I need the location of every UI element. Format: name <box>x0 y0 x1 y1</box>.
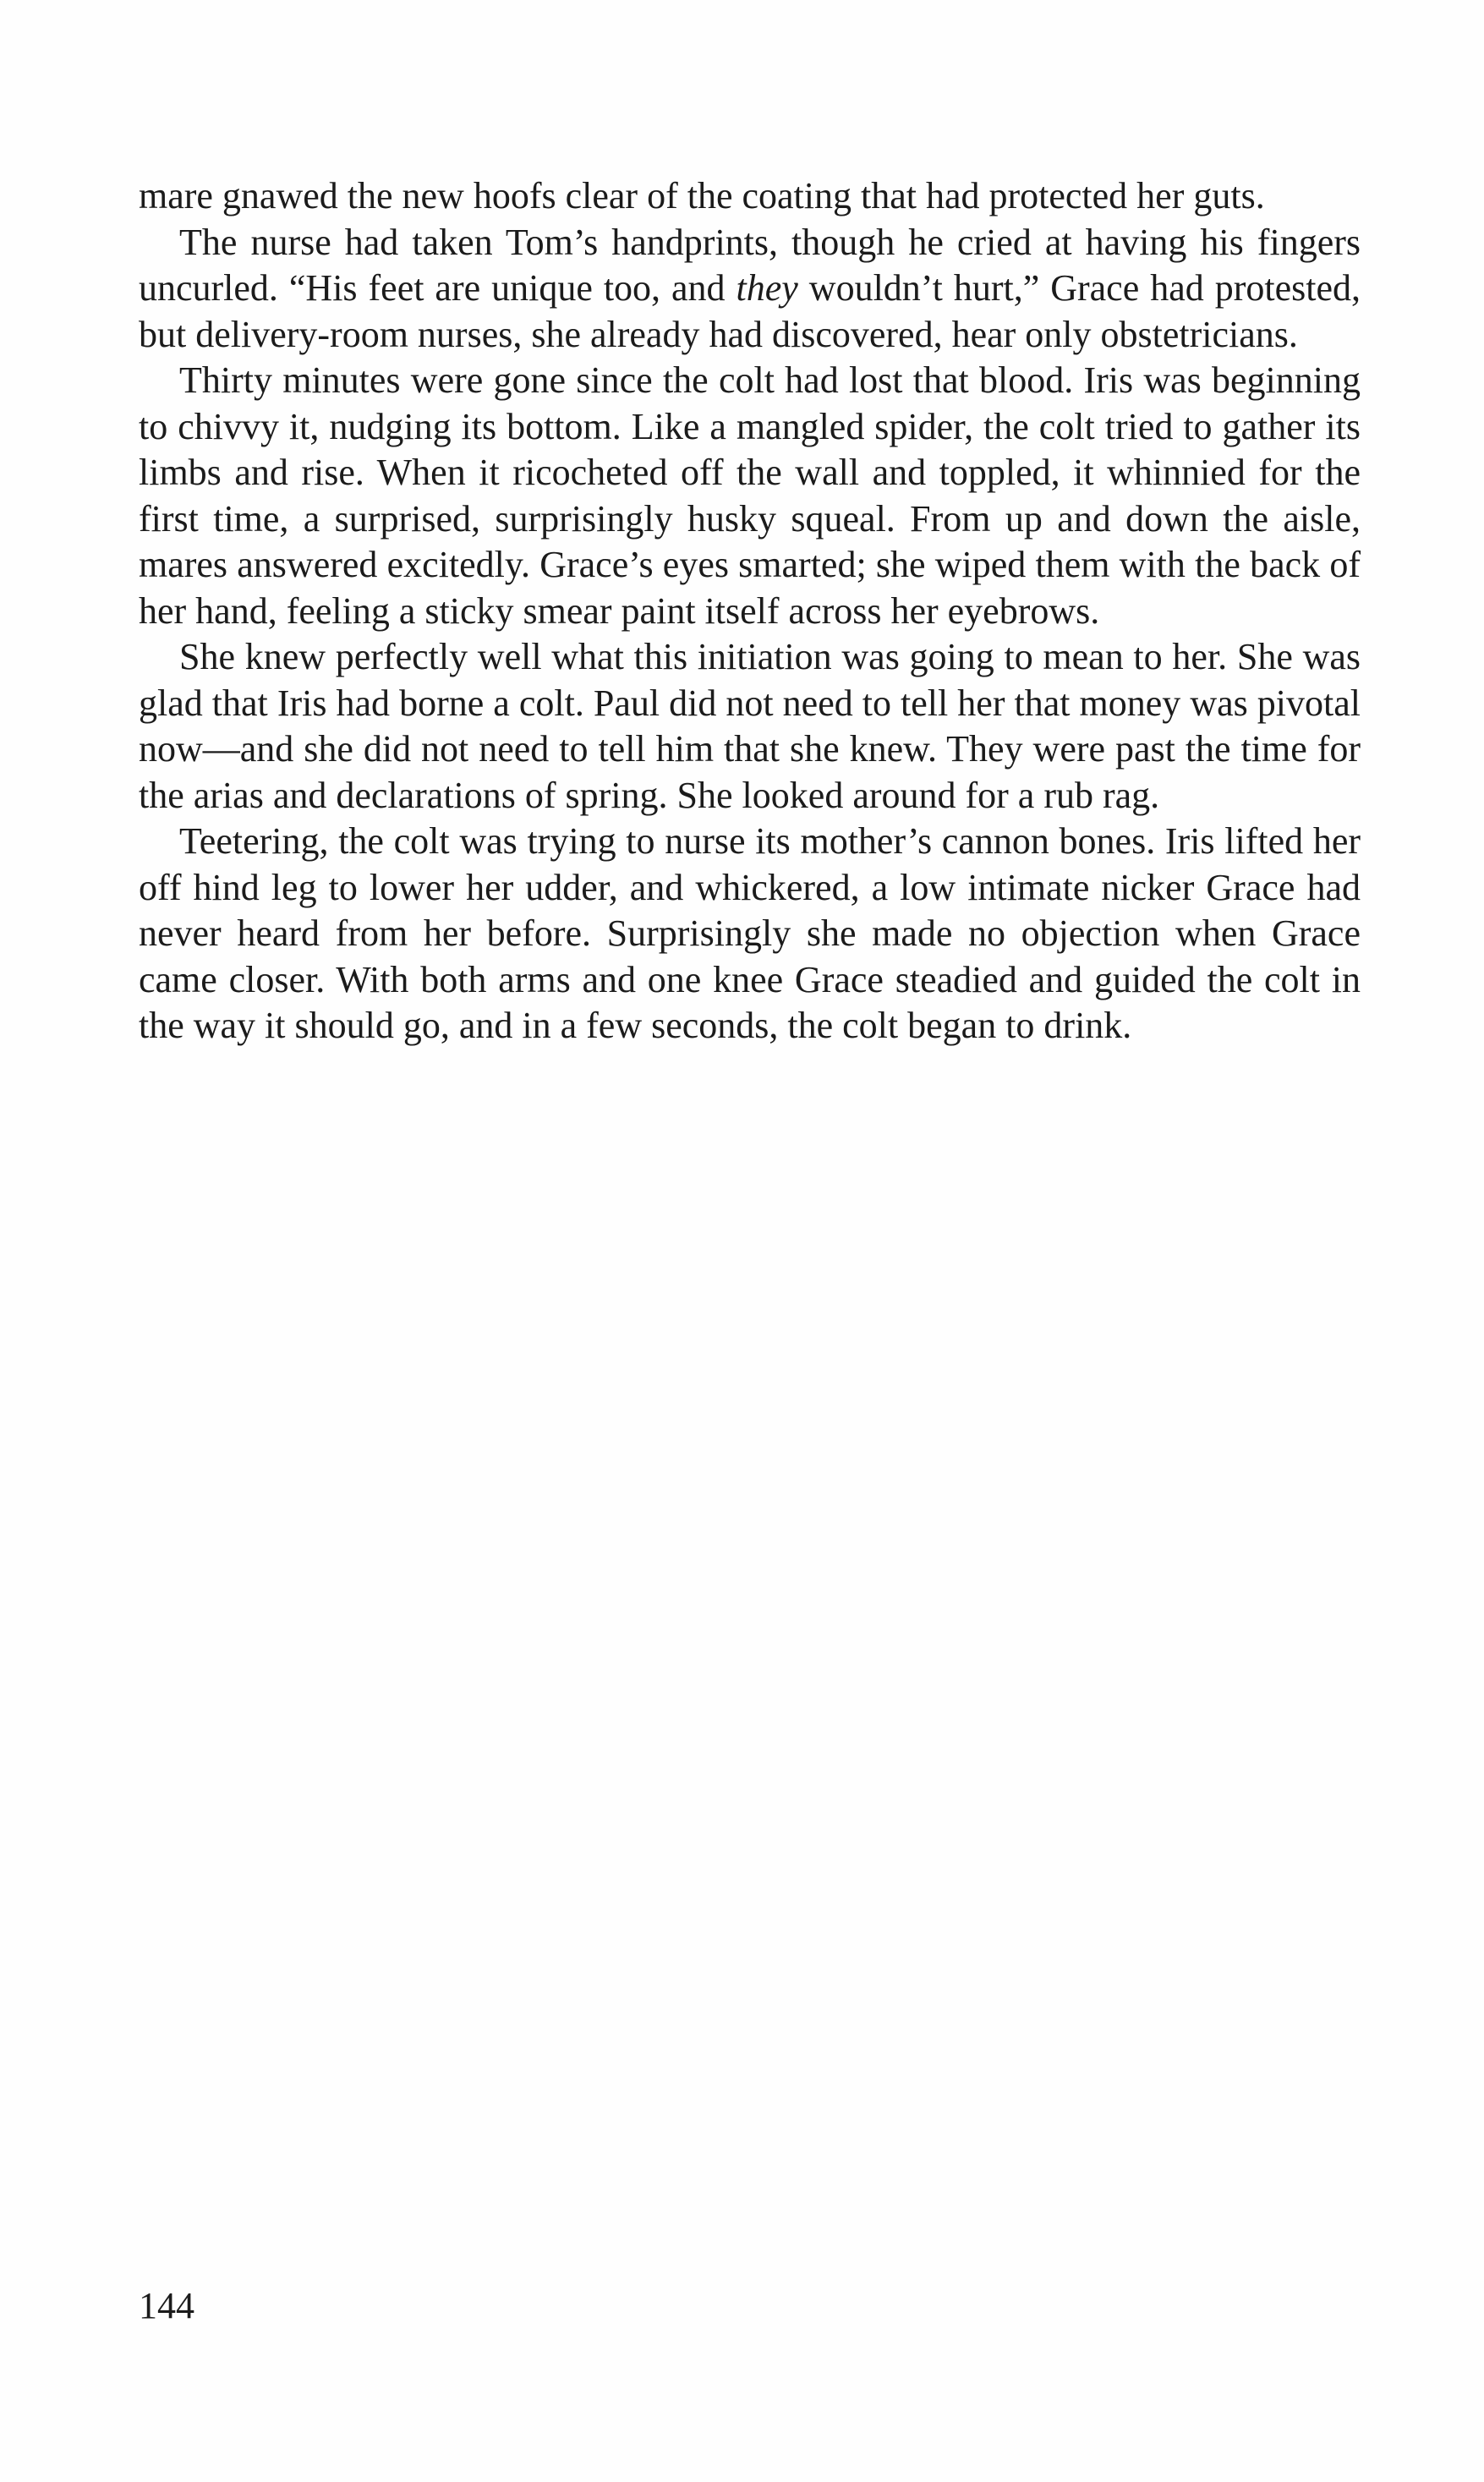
page-number: 144 <box>139 2285 194 2326</box>
body-text <box>139 173 1361 1049</box>
paragraph <box>139 173 1361 220</box>
text-run: Teetering, the colt was trying to nurse its mother’s cannon bones. Iris lifted her off hind leg to lower her udder, and whickered, a low intimate nicker Grace had never heard from her before. Surprisingly she made no objection when Grace came closer. With both arms and one knee Grace steadied and guided the colt in the way it should go, and in a few seconds, the colt began to drink. <box>139 820 1361 1046</box>
emphasis-text: they <box>736 267 798 309</box>
paragraph <box>139 358 1361 634</box>
paragraph <box>139 220 1361 359</box>
paragraph <box>139 819 1361 1049</box>
text-run: mare gnawed the new hoofs clear of the coating that had protected her guts. <box>139 175 1265 216</box>
text-run: wouldn’t hurt,” Grace had protested, but delivery-room nurses, she already had discovered, hear only obstetricians. <box>139 267 1361 355</box>
paragraph <box>139 634 1361 819</box>
text-run: She knew perfectly well what this initiation was going to mean to her. She was glad that Iris had borne a colt. Paul did not need to tell her that money was pivotal now—and she did not need to tell him that she knew. They were past the time for the arias and declarations of spring. She looked around for a rub rag. <box>139 636 1361 816</box>
text-run: The nurse had taken Tom’s handprints, though he cried at having his fingers uncurled. “His feet are unique too, and <box>139 221 1361 309</box>
text-run: Thirty minutes were gone since the colt had lost that blood. Iris was beginning to chivvy it, nudging its bottom. Like a mangled spider, the colt tried to gather its limbs and rise. When it ricocheted off the wall and toppled, it whinnied for the first time, a surprised, surprisingly husky squeal. From up and down the aisle, mares answered excitedly. Grace’s eyes smarted; she wiped them with the back of her hand, feeling a sticky smear paint itself across her eyebrows. <box>139 359 1361 632</box>
